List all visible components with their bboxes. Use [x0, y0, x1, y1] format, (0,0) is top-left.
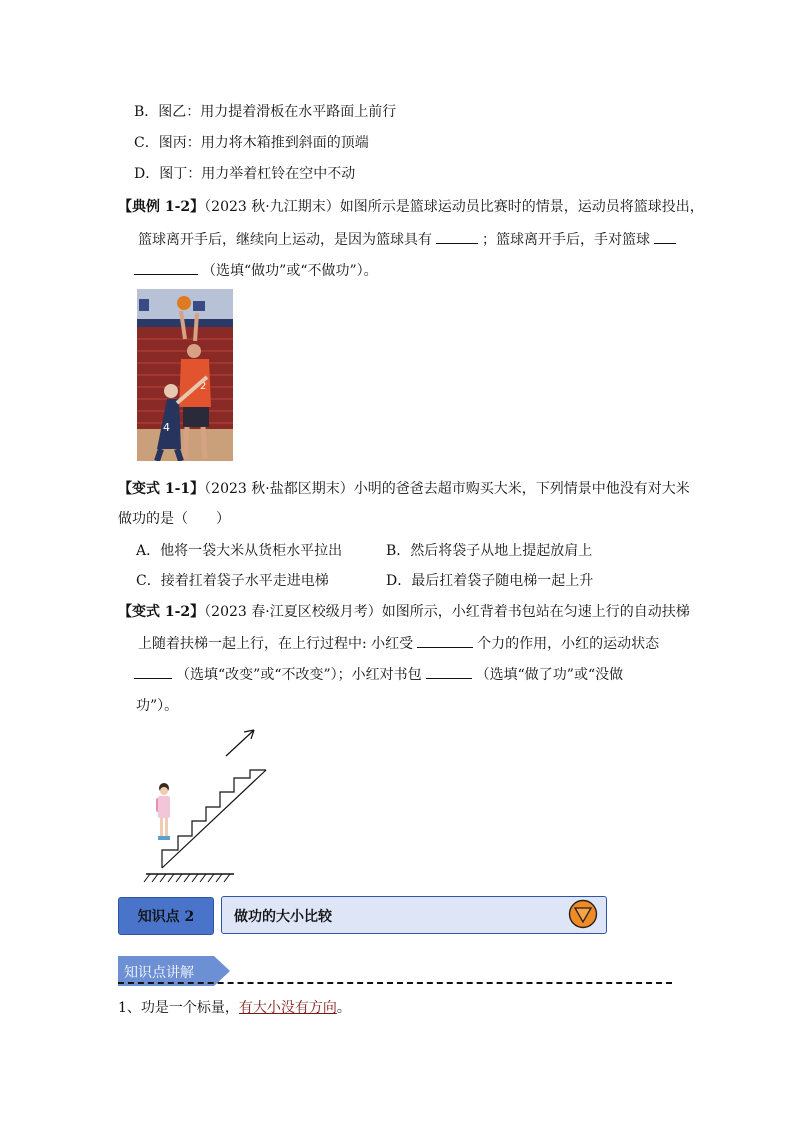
svg-text:4: 4	[163, 421, 170, 434]
variant-tag: 【变式 1-2】	[118, 604, 205, 620]
knowledge-point-tag: 知识点 2	[118, 897, 214, 935]
variant-1-2-line1	[118, 602, 690, 622]
expand-triangle-icon[interactable]	[568, 899, 598, 929]
example-text: （2023 秋·九江期末）如图所示是篮球运动员比赛时的情景，运动员将篮球投出，	[204, 199, 704, 215]
variant-text: （选填“改变”或“不改变”）；小红对书包	[176, 667, 422, 683]
section-label: 知识点讲解	[124, 965, 194, 981]
knowledge-point-header[interactable]	[221, 896, 607, 934]
example-1-2-line3	[134, 260, 378, 281]
svg-text:2: 2	[200, 381, 207, 392]
variant-text: （2023 秋·盐都区期末）小明的爸爸去超市购买大米，下列情景中他没有对大米	[204, 481, 690, 497]
basketball-photo	[137, 289, 233, 461]
variant-text: 上随着扶梯一起上行，在上行过程中: 小红受	[138, 636, 414, 652]
example-text: （选填“做功”或“不做功”）。	[202, 263, 378, 279]
answer-blank[interactable]	[417, 633, 473, 648]
variant-1-2-line3	[134, 664, 623, 685]
point-text: 。	[336, 1000, 351, 1016]
answer-blank[interactable]	[436, 229, 478, 244]
variant-1-1-line2: 做功的是（ ）	[118, 511, 230, 527]
variant-1-2-line2	[138, 633, 659, 654]
variant-1-1-option-d: D．最后扛着袋子随电梯一起上升	[386, 573, 594, 589]
answer-blank[interactable]	[426, 664, 472, 679]
variant-1-1-option-c: C．接着扛着袋子水平走进电梯	[136, 573, 329, 589]
escalator-diagram	[140, 718, 280, 886]
variant-1-1-option-a: A．他将一袋大米从货柜水平拉出	[136, 543, 343, 559]
example-1-2-line1	[118, 197, 704, 217]
option-b: B．图乙：用力提着滑板在水平路面上前行	[134, 104, 397, 120]
variant-1-1-option-b: B．然后将袋子从地上提起放肩上	[386, 543, 593, 559]
answer-blank[interactable]	[654, 229, 676, 244]
answer-blank[interactable]	[134, 664, 172, 679]
dashed-divider	[118, 982, 672, 984]
variant-text: 个力的作用，小红的运动状态	[477, 636, 660, 652]
answer-blank[interactable]	[134, 260, 198, 275]
variant-text: （选填“做了功”或“没做	[475, 667, 624, 683]
point-1	[118, 998, 351, 1018]
point-emphasis: 有大小没有方向	[238, 1000, 337, 1016]
variant-1-1-line1	[118, 479, 690, 499]
option-c: C．图丙：用力将木箱推到斜面的顶端	[134, 135, 369, 151]
option-d: D．图丁：用力举着杠铃在空中不动	[134, 166, 356, 182]
example-1-2-line2	[138, 229, 680, 250]
variant-1-2-line4: 功”）。	[136, 698, 179, 714]
point-text: 1、功是一个标量，	[118, 1000, 239, 1016]
example-text: 篮球离开手后，继续向上运动，是因为篮球具有	[138, 232, 432, 248]
knowledge-point-title: 做功的大小比较	[234, 909, 332, 925]
variant-text: （2023 春·江夏区校级月考）如图所示，小红背着书包站在匀速上行的自动扶梯	[204, 604, 690, 620]
variant-tag: 【变式 1-1】	[118, 481, 205, 497]
example-tag: 【典例 1-2】	[118, 199, 205, 215]
example-text: ；篮球离开手后，手对篮球	[482, 232, 650, 248]
